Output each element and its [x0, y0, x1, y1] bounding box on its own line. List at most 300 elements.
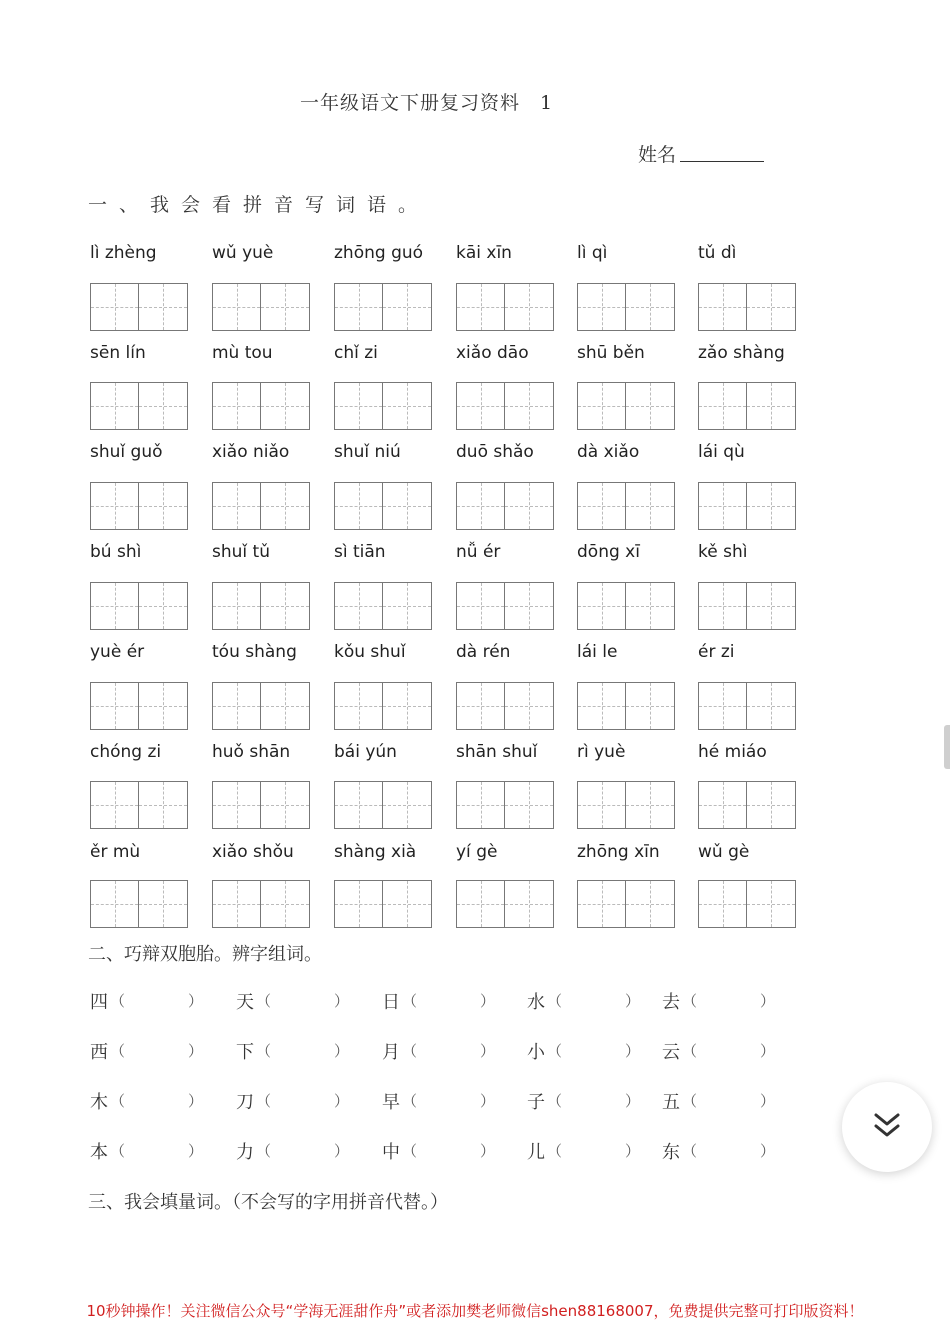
guide-line-vertical — [359, 583, 360, 629]
pinyin-word: kāi xīn — [456, 243, 512, 263]
paren-open: （ — [110, 1142, 126, 1160]
writing-box-row — [0, 283, 950, 333]
tianzige-cell — [626, 881, 674, 927]
tianzige-cell — [747, 383, 795, 429]
char: 刀 — [236, 1092, 254, 1113]
char: 力 — [236, 1142, 254, 1163]
guide-line-vertical — [771, 383, 772, 429]
guide-line-vertical — [407, 284, 408, 330]
tianzige-cell — [747, 683, 795, 729]
paren-open: （ — [547, 1142, 563, 1160]
guide-line-vertical — [359, 284, 360, 330]
tianzige-cell — [457, 683, 505, 729]
guide-line-vertical — [650, 284, 651, 330]
tianzige-cell — [213, 583, 261, 629]
tianzige-cell — [699, 284, 747, 330]
tianzige-cell — [383, 483, 431, 529]
pinyin-row — [0, 542, 950, 566]
tianzige-cell — [578, 483, 626, 529]
paren-close: ） — [625, 1042, 641, 1060]
tianzige-cell — [747, 583, 795, 629]
tianzige-cell — [213, 782, 261, 828]
char: 日 — [382, 992, 400, 1013]
guide-line-vertical — [602, 284, 603, 330]
guide-line-vertical — [237, 583, 238, 629]
tianzige-cell — [578, 583, 626, 629]
tianzige-cell — [139, 383, 187, 429]
paren-open: （ — [256, 1092, 272, 1110]
tianzige-cell — [139, 881, 187, 927]
writing-box-row — [0, 382, 950, 432]
guide-line-vertical — [285, 583, 286, 629]
paren-open: （ — [110, 1092, 126, 1110]
tianzige-cell — [505, 583, 553, 629]
pinyin-word: sì tiān — [334, 542, 386, 562]
tianzige-cell — [91, 881, 139, 927]
guide-line-vertical — [359, 383, 360, 429]
pinyin-word: bú shì — [90, 542, 142, 562]
paren-open: （ — [256, 1042, 272, 1060]
char: 早 — [382, 1092, 400, 1113]
tianzige-cell — [91, 782, 139, 828]
pinyin-word: lì qì — [577, 243, 608, 263]
tianzige-box[interactable] — [334, 482, 432, 530]
paren-close: ） — [188, 1142, 204, 1160]
pinyin-word: tǔ dì — [698, 243, 737, 263]
pinyin-word: chóng zi — [90, 742, 162, 762]
guide-line-vertical — [529, 782, 530, 828]
pinyin-word: ér zi — [698, 642, 735, 662]
guide-line-vertical — [650, 483, 651, 529]
paren-close: ） — [334, 1092, 350, 1110]
guide-line-vertical — [650, 683, 651, 729]
tianzige-cell — [335, 683, 383, 729]
guide-line-vertical — [650, 881, 651, 927]
guide-line-vertical — [723, 483, 724, 529]
guide-line-vertical — [359, 782, 360, 828]
pinyin-word: shū běn — [577, 343, 645, 363]
tianzige-cell — [261, 284, 309, 330]
guide-line-vertical — [163, 284, 164, 330]
paren-close: ） — [480, 1042, 496, 1060]
name-blank-line — [680, 161, 764, 162]
char: 水 — [527, 992, 545, 1013]
tianzige-cell — [139, 583, 187, 629]
char: 四 — [90, 992, 108, 1013]
paren-open: （ — [402, 992, 418, 1010]
guide-line-vertical — [529, 284, 530, 330]
section1-heading: 一、我会看拼音写词语。 — [88, 194, 430, 216]
side-scroll-tab[interactable] — [944, 725, 950, 769]
tianzige-box[interactable] — [212, 283, 310, 331]
tianzige-box[interactable] — [698, 682, 796, 730]
tianzige-box[interactable] — [456, 382, 554, 430]
tianzige-box[interactable] — [577, 880, 675, 928]
guide-line-vertical — [115, 583, 116, 629]
tianzige-box[interactable] — [456, 781, 554, 829]
tianzige-box[interactable] — [577, 781, 675, 829]
tianzige-cell — [505, 383, 553, 429]
paren-open: （ — [402, 1042, 418, 1060]
tianzige-box[interactable] — [334, 781, 432, 829]
tianzige-box[interactable] — [456, 283, 554, 331]
tianzige-box[interactable] — [212, 880, 310, 928]
tianzige-cell — [213, 483, 261, 529]
paren-close: ） — [480, 992, 496, 1010]
pinyin-word: bái yún — [334, 742, 397, 762]
tianzige-box[interactable] — [212, 682, 310, 730]
tianzige-cell — [383, 583, 431, 629]
tianzige-cell — [91, 284, 139, 330]
char: 下 — [236, 1042, 254, 1063]
guide-line-vertical — [602, 583, 603, 629]
pinyin-word: lái le — [577, 642, 618, 662]
paren-close: ） — [625, 1092, 641, 1110]
pinyin-word: xiǎo shǒu — [212, 842, 294, 862]
tianzige-cell — [383, 284, 431, 330]
guide-line-vertical — [771, 483, 772, 529]
guide-line-vertical — [115, 782, 116, 828]
pinyin-word: yí gè — [456, 842, 498, 862]
guide-line-vertical — [359, 881, 360, 927]
tianzige-box[interactable] — [212, 781, 310, 829]
paren-close: ） — [188, 992, 204, 1010]
tianzige-cell — [91, 583, 139, 629]
tianzige-box[interactable] — [212, 382, 310, 430]
tianzige-cell — [505, 782, 553, 828]
paren-open: （ — [402, 1092, 418, 1110]
tianzige-box[interactable] — [334, 880, 432, 928]
tianzige-cell — [261, 483, 309, 529]
tianzige-cell — [261, 782, 309, 828]
char-row — [0, 1138, 950, 1164]
guide-line-vertical — [407, 483, 408, 529]
guide-line-vertical — [115, 383, 116, 429]
guide-line-vertical — [771, 881, 772, 927]
tianzige-cell — [213, 284, 261, 330]
paren-close: ） — [760, 1092, 776, 1110]
tianzige-cell — [578, 683, 626, 729]
guide-line-vertical — [529, 683, 530, 729]
tianzige-cell — [457, 583, 505, 629]
pinyin-row — [0, 243, 950, 267]
guide-line-vertical — [481, 782, 482, 828]
pinyin-word: dà rén — [456, 642, 511, 662]
guide-line-vertical — [723, 583, 724, 629]
guide-line-vertical — [723, 683, 724, 729]
tianzige-cell — [139, 284, 187, 330]
guide-line-vertical — [285, 782, 286, 828]
guide-line-vertical — [723, 284, 724, 330]
guide-line-vertical — [115, 483, 116, 529]
paren-open: （ — [682, 992, 698, 1010]
guide-line-vertical — [237, 383, 238, 429]
writing-box-row — [0, 582, 950, 632]
char: 东 — [662, 1142, 680, 1163]
pinyin-word: tóu shàng — [212, 642, 297, 662]
pinyin-word: dà xiǎo — [577, 442, 640, 462]
tianzige-box[interactable] — [456, 682, 554, 730]
tianzige-box[interactable] — [334, 283, 432, 331]
guide-line-vertical — [481, 383, 482, 429]
char: 月 — [382, 1042, 400, 1063]
writing-box-row — [0, 682, 950, 732]
pinyin-word: zhōng xīn — [577, 842, 660, 862]
tianzige-box[interactable] — [334, 682, 432, 730]
pinyin-word: rì yuè — [577, 742, 626, 762]
paren-open: （ — [256, 1142, 272, 1160]
guide-line-vertical — [163, 683, 164, 729]
tianzige-cell — [626, 782, 674, 828]
name-label: 姓名 — [638, 144, 677, 166]
double-chevron-down-icon — [871, 1110, 903, 1142]
tianzige-box[interactable] — [698, 582, 796, 630]
tianzige-box[interactable] — [577, 382, 675, 430]
paren-open: （ — [547, 1092, 563, 1110]
tianzige-cell — [578, 284, 626, 330]
guide-line-vertical — [771, 583, 772, 629]
tianzige-box[interactable] — [334, 582, 432, 630]
tianzige-cell — [699, 683, 747, 729]
paren-open: （ — [547, 992, 563, 1010]
tianzige-cell — [335, 583, 383, 629]
tianzige-cell — [383, 383, 431, 429]
tianzige-cell — [505, 683, 553, 729]
pinyin-word: shān shuǐ — [456, 742, 538, 762]
guide-line-vertical — [602, 881, 603, 927]
guide-line-vertical — [481, 881, 482, 927]
tianzige-cell — [91, 683, 139, 729]
tianzige-box[interactable] — [90, 880, 188, 928]
pinyin-word: lái qù — [698, 442, 745, 462]
tianzige-box[interactable] — [698, 880, 796, 928]
guide-line-vertical — [481, 583, 482, 629]
pinyin-word: nǚ ér — [456, 542, 501, 562]
tianzige-box[interactable] — [456, 880, 554, 928]
guide-line-vertical — [115, 683, 116, 729]
tianzige-box[interactable] — [577, 582, 675, 630]
pinyin-word: wǔ gè — [698, 842, 750, 862]
tianzige-box[interactable] — [90, 482, 188, 530]
paren-open: （ — [110, 1042, 126, 1060]
scroll-down-button[interactable] — [842, 1082, 932, 1172]
tianzige-box[interactable] — [698, 781, 796, 829]
guide-line-vertical — [237, 483, 238, 529]
tianzige-cell — [626, 284, 674, 330]
paren-open: （ — [110, 992, 126, 1010]
tianzige-cell — [261, 881, 309, 927]
guide-line-vertical — [115, 881, 116, 927]
pinyin-word: sēn lín — [90, 343, 146, 363]
pinyin-word: mù tou — [212, 343, 273, 363]
tianzige-box[interactable] — [698, 382, 796, 430]
char: 子 — [527, 1092, 545, 1113]
guide-line-vertical — [650, 583, 651, 629]
guide-line-vertical — [285, 383, 286, 429]
pinyin-word: shuǐ guǒ — [90, 442, 163, 462]
tianzige-box[interactable] — [456, 482, 554, 530]
tianzige-cell — [139, 483, 187, 529]
pinyin-word: zhōng guó — [334, 243, 424, 263]
paren-open: （ — [682, 1142, 698, 1160]
char: 天 — [236, 992, 254, 1013]
guide-line-vertical — [481, 284, 482, 330]
guide-line-vertical — [285, 483, 286, 529]
tianzige-cell — [578, 782, 626, 828]
pinyin-row — [0, 642, 950, 666]
writing-box-row — [0, 880, 950, 930]
guide-line-vertical — [237, 284, 238, 330]
pinyin-word: yuè ér — [90, 642, 145, 662]
tianzige-box[interactable] — [90, 582, 188, 630]
paren-close: ） — [625, 1142, 641, 1160]
tianzige-cell — [626, 483, 674, 529]
tianzige-box[interactable] — [577, 682, 675, 730]
guide-line-vertical — [602, 383, 603, 429]
pinyin-word: xiǎo niǎo — [212, 442, 290, 462]
tianzige-cell — [578, 383, 626, 429]
guide-line-vertical — [115, 284, 116, 330]
guide-line-vertical — [285, 683, 286, 729]
guide-line-vertical — [602, 683, 603, 729]
char: 本 — [90, 1142, 108, 1163]
guide-line-vertical — [163, 483, 164, 529]
tianzige-cell — [457, 284, 505, 330]
tianzige-box[interactable] — [698, 482, 796, 530]
tianzige-cell — [747, 881, 795, 927]
tianzige-cell — [335, 284, 383, 330]
tianzige-cell — [747, 483, 795, 529]
paren-open: （ — [256, 992, 272, 1010]
guide-line-vertical — [529, 483, 530, 529]
guide-line-vertical — [529, 583, 530, 629]
pinyin-word: duō shǎo — [456, 442, 534, 462]
guide-line-vertical — [723, 383, 724, 429]
tianzige-cell — [457, 881, 505, 927]
tianzige-cell — [335, 383, 383, 429]
tianzige-cell — [457, 383, 505, 429]
paren-open: （ — [402, 1142, 418, 1160]
paren-close: ） — [480, 1142, 496, 1160]
tianzige-cell — [505, 483, 553, 529]
char: 木 — [90, 1092, 108, 1113]
pinyin-word: chǐ zi — [334, 343, 378, 363]
char: 儿 — [527, 1142, 545, 1163]
tianzige-box[interactable] — [90, 682, 188, 730]
tianzige-cell — [383, 683, 431, 729]
tianzige-box[interactable] — [577, 283, 675, 331]
page-title: 一年级语文下册复习资料 1 — [300, 92, 554, 114]
guide-line-vertical — [285, 284, 286, 330]
guide-line-vertical — [237, 683, 238, 729]
pinyin-word: dōng xī — [577, 542, 640, 562]
paren-close: ） — [188, 1092, 204, 1110]
char-row — [0, 1088, 950, 1114]
tianzige-cell — [261, 583, 309, 629]
tianzige-cell — [626, 683, 674, 729]
tianzige-box[interactable] — [90, 382, 188, 430]
guide-line-vertical — [359, 683, 360, 729]
paren-open: （ — [547, 1042, 563, 1060]
char: 西 — [90, 1042, 108, 1063]
guide-line-vertical — [163, 383, 164, 429]
tianzige-box[interactable] — [90, 781, 188, 829]
guide-line-vertical — [407, 782, 408, 828]
paren-close: ） — [480, 1092, 496, 1110]
tianzige-cell — [335, 483, 383, 529]
paren-close: ） — [625, 992, 641, 1010]
tianzige-cell — [699, 881, 747, 927]
paren-close: ） — [334, 1142, 350, 1160]
guide-line-vertical — [237, 881, 238, 927]
pinyin-row — [0, 442, 950, 466]
char: 云 — [662, 1042, 680, 1063]
writing-box-row — [0, 781, 950, 831]
guide-line-vertical — [237, 782, 238, 828]
tianzige-box[interactable] — [334, 382, 432, 430]
tianzige-cell — [747, 782, 795, 828]
tianzige-cell — [457, 782, 505, 828]
tianzige-box[interactable] — [456, 582, 554, 630]
guide-line-vertical — [163, 583, 164, 629]
char-row — [0, 988, 950, 1014]
tianzige-box[interactable] — [212, 582, 310, 630]
guide-line-vertical — [481, 483, 482, 529]
tianzige-cell — [699, 483, 747, 529]
tianzige-cell — [626, 583, 674, 629]
guide-line-vertical — [723, 782, 724, 828]
pinyin-word: ěr mù — [90, 842, 141, 862]
tianzige-box[interactable] — [212, 482, 310, 530]
paren-open: （ — [682, 1092, 698, 1110]
tianzige-cell — [261, 383, 309, 429]
guide-line-vertical — [407, 383, 408, 429]
tianzige-cell — [91, 483, 139, 529]
tianzige-cell — [213, 683, 261, 729]
tianzige-cell — [213, 383, 261, 429]
tianzige-cell — [578, 881, 626, 927]
tianzige-cell — [505, 284, 553, 330]
pinyin-row — [0, 742, 950, 766]
pinyin-word: kǒu shuǐ — [334, 642, 406, 662]
pinyin-word: xiǎo dāo — [456, 343, 529, 363]
tianzige-cell — [383, 782, 431, 828]
guide-line-vertical — [602, 782, 603, 828]
section3-heading: 三、我会填量词。（不会写的字用拼音代替。） — [88, 1192, 448, 1213]
tianzige-cell — [699, 383, 747, 429]
char: 五 — [662, 1092, 680, 1113]
char: 小 — [527, 1042, 545, 1063]
tianzige-box[interactable] — [577, 482, 675, 530]
paren-close: ） — [334, 992, 350, 1010]
tianzige-cell — [626, 383, 674, 429]
promo-footer: 10秒钟操作！关注微信公众号“学海无涯甜作舟”或者添加樊老师微信shen88168007，免费提供完整可打印版资料！ — [86, 1302, 864, 1320]
paren-close: ） — [760, 1142, 776, 1160]
guide-line-vertical — [650, 782, 651, 828]
tianzige-box[interactable] — [698, 283, 796, 331]
pinyin-word: shuǐ tǔ — [212, 542, 270, 562]
guide-line-vertical — [723, 881, 724, 927]
tianzige-cell — [213, 881, 261, 927]
tianzige-box[interactable] — [90, 283, 188, 331]
pinyin-word: hé miáo — [698, 742, 767, 762]
pinyin-row — [0, 842, 950, 866]
guide-line-vertical — [771, 782, 772, 828]
guide-line-vertical — [529, 383, 530, 429]
guide-line-vertical — [771, 284, 772, 330]
tianzige-cell — [747, 284, 795, 330]
section2-heading: 二、巧辩双胞胎。辨字组词。 — [88, 944, 322, 965]
